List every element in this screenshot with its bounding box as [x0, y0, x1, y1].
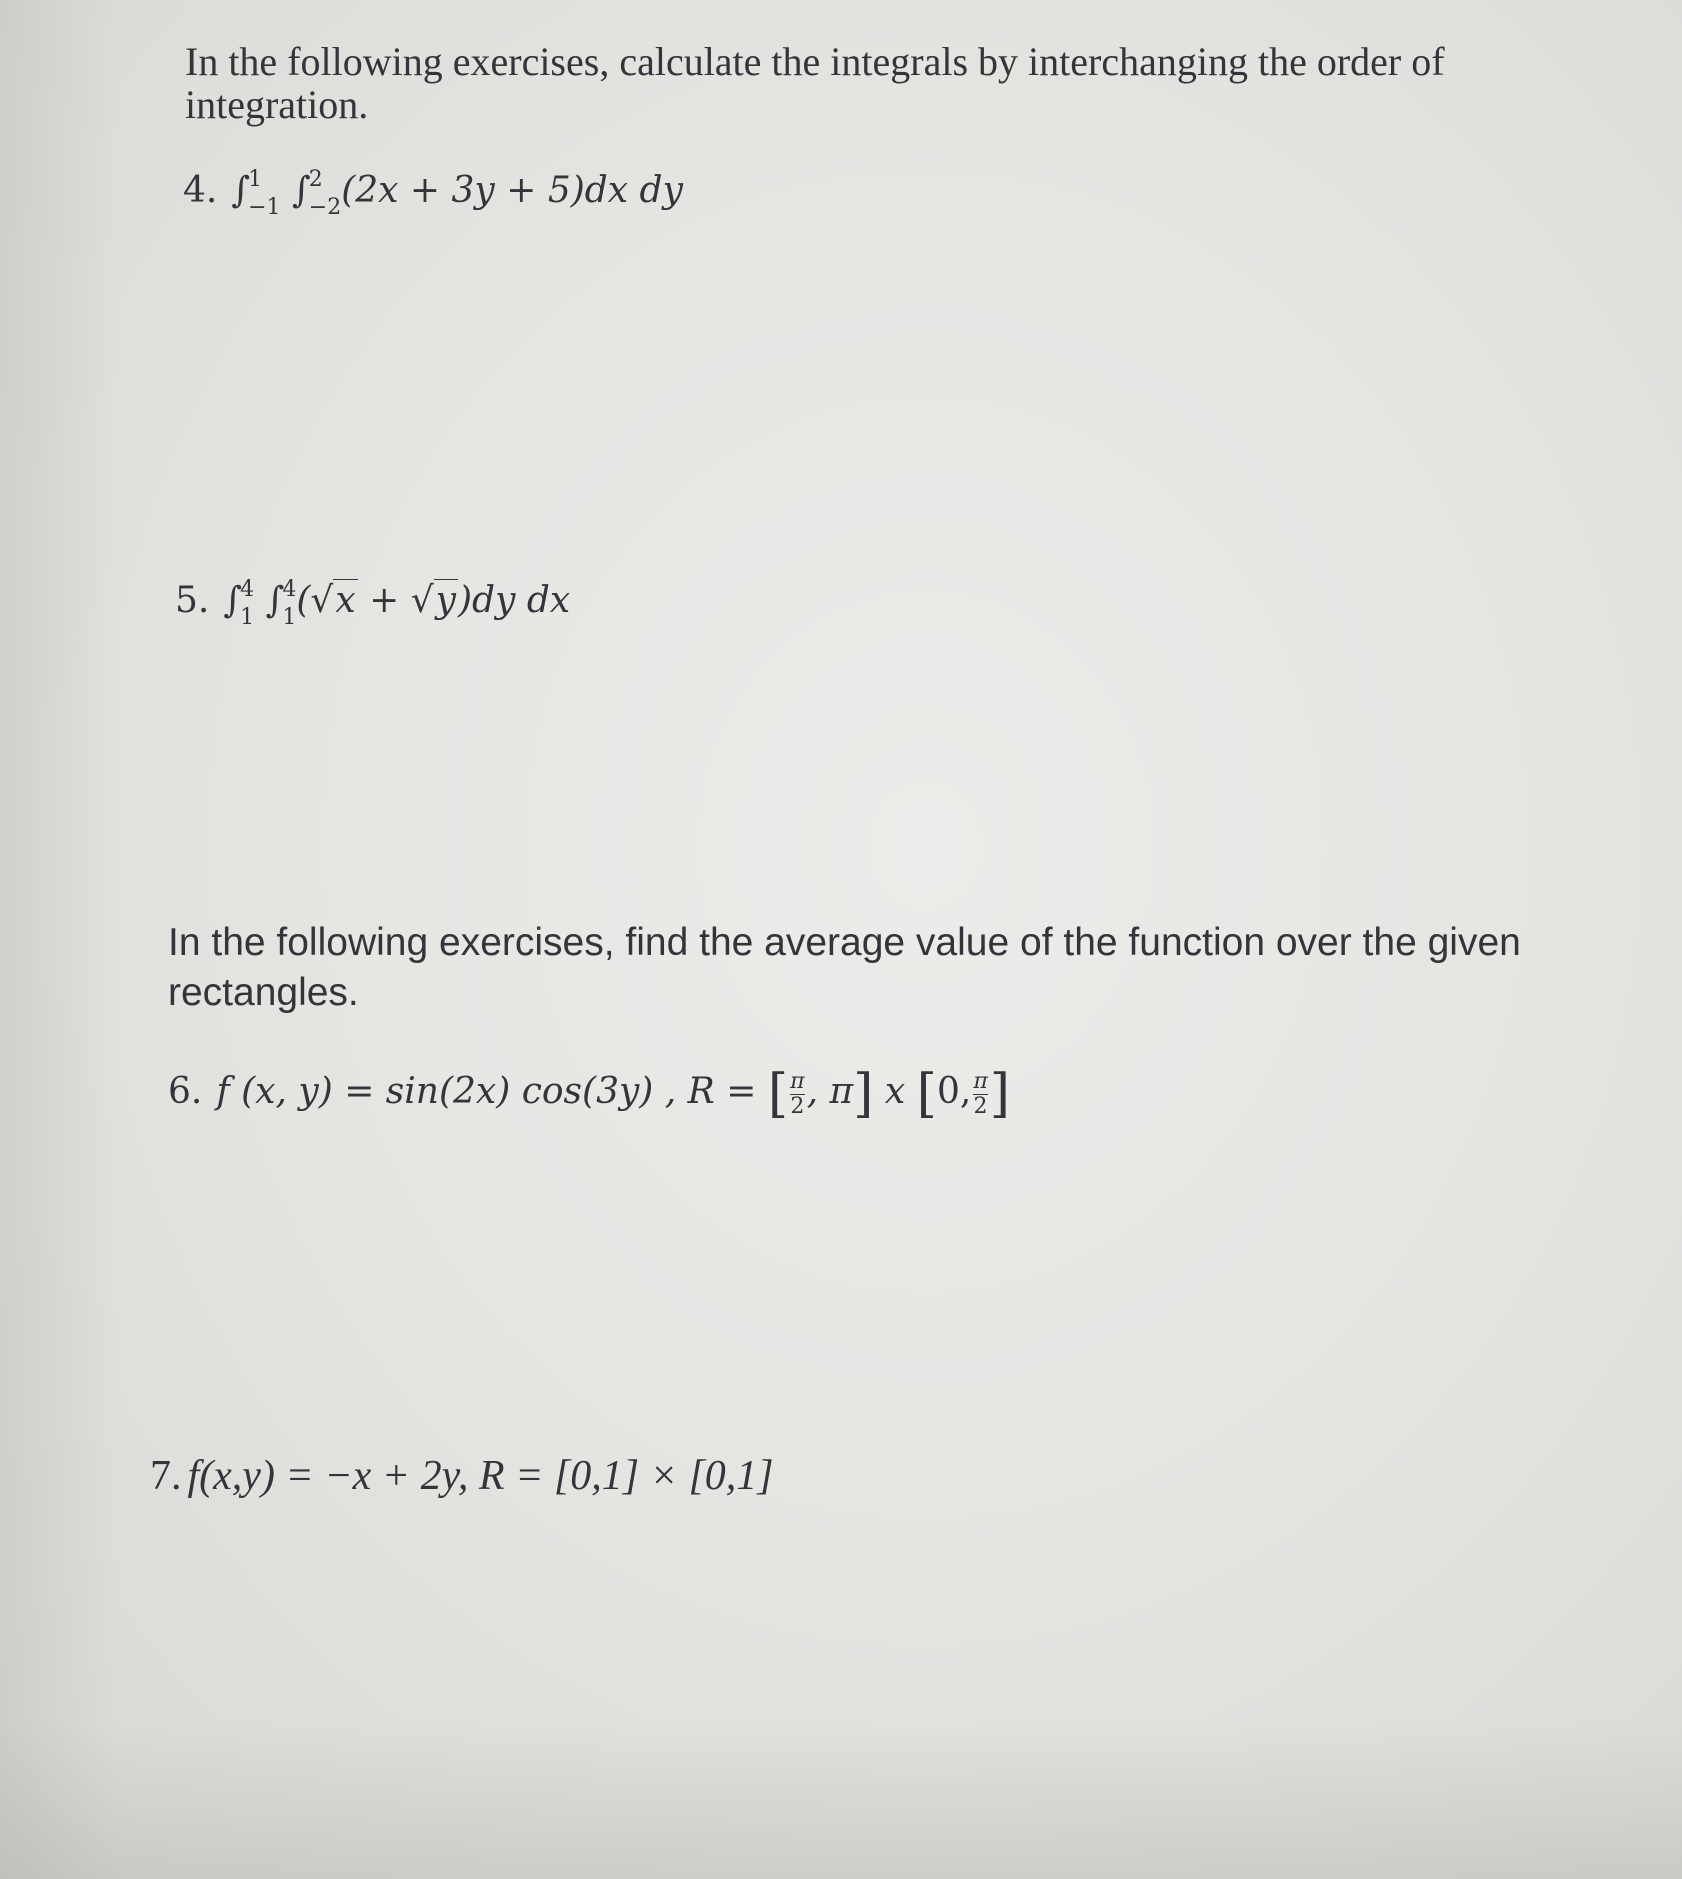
function-definition: f (x, y) = sin(2x) cos(3y) , R =	[216, 1071, 768, 1112]
sqrt-y: y	[435, 580, 457, 621]
right-bracket-icon: ]	[989, 1064, 1011, 1124]
exercise-7	[150, 1452, 774, 1500]
integrand-open: (	[296, 580, 311, 621]
outer-lower-limit: 1	[240, 605, 255, 630]
left-bracket-icon: [	[916, 1064, 937, 1124]
shadow-left	[0, 0, 120, 1879]
interval2-start: 0,	[936, 1071, 972, 1112]
fraction-numerator: π	[973, 1068, 988, 1094]
inner-upper-limit: 4	[282, 577, 297, 602]
exercise-4	[183, 167, 683, 220]
exercise-6	[168, 1064, 1010, 1124]
sqrt-icon: √	[410, 580, 434, 621]
fraction-pi-over-2	[973, 1070, 987, 1119]
integral-sign-icon: ∫	[223, 580, 243, 621]
exercise-5	[175, 577, 571, 630]
integral-sign-icon: ∫	[292, 170, 311, 211]
left-bracket-icon: [	[767, 1064, 789, 1124]
integrand-close: )dy dx	[458, 580, 571, 621]
inner-lower-limit: 1	[282, 605, 297, 630]
fraction-denominator: 2	[790, 1093, 805, 1119]
inner-upper-limit: 2	[308, 167, 323, 192]
plus-sign: +	[357, 580, 411, 621]
exercise-number: 7.	[150, 1453, 182, 1499]
sqrt-x: x	[335, 580, 356, 621]
integral-sign-icon: ∫	[231, 170, 251, 211]
fraction-pi-over-2	[790, 1070, 804, 1119]
fraction-numerator: π	[790, 1068, 805, 1094]
outer-lower-limit: −1	[248, 195, 281, 220]
section1-instructions: In the following exercises, calculate the integrals by interchanging the order of integration.	[185, 39, 1445, 127]
section2-instructions: In the following exercises, find the average value of the function over the given rectangles.	[168, 921, 1521, 1014]
exercise-number: 4.	[183, 170, 218, 211]
exercise-number: 6.	[168, 1071, 203, 1112]
outer-upper-limit: 1	[248, 167, 263, 192]
times-x: x	[873, 1071, 917, 1112]
shadow-bottom	[0, 1719, 1682, 1879]
outer-upper-limit: 4	[240, 577, 255, 602]
interval1-rest: , π	[806, 1071, 854, 1112]
sqrt-icon: √	[310, 580, 334, 621]
integral-sign-icon: ∫	[265, 580, 285, 621]
integrand: (2x + 3y + 5)dx dy	[341, 170, 683, 211]
fraction-denominator: 2	[973, 1093, 988, 1119]
right-bracket-icon: ]	[853, 1064, 874, 1124]
inner-lower-limit: −2	[308, 195, 342, 220]
function-and-region: f(x,y) = −x + 2y, R = [0,1] × [0,1]	[187, 1453, 774, 1499]
exercise-number: 5.	[175, 580, 210, 621]
